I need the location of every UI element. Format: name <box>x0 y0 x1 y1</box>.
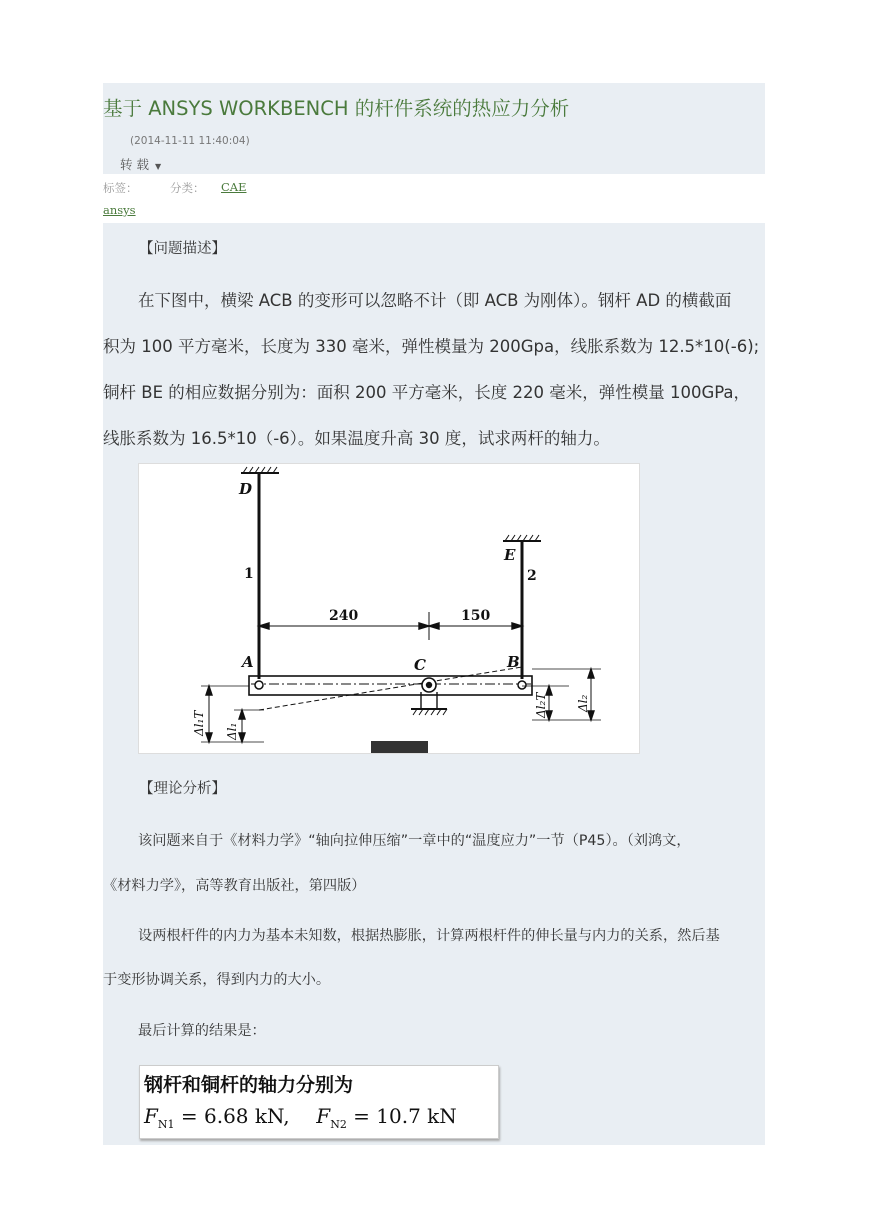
label-rod-1: 1 <box>244 566 254 582</box>
label-delta-l2t: Δl₂T <box>534 692 548 718</box>
theory-line: 于变形协调关系，得到内力的大小。 <box>103 972 331 988</box>
category-link[interactable]: CAE <box>221 180 247 194</box>
article-header <box>103 83 765 174</box>
result-line-1: 钢杆和铜杆的轴力分别为 <box>144 1074 354 1096</box>
result-formula-image <box>139 1065 499 1139</box>
fn1-symbol: F <box>144 1104 158 1128</box>
article-body <box>103 223 765 1145</box>
fn1-subscript: N1 <box>157 1118 175 1131</box>
tag-link[interactable]: ansys <box>103 203 136 217</box>
label-rod-2: 2 <box>527 568 537 584</box>
label-delta-l1t: Δl₁T <box>192 710 206 736</box>
label-delta-l2: Δl₂ <box>576 694 590 712</box>
label-delta-l1: Δl₁ <box>225 722 239 740</box>
label-c: C <box>414 656 426 674</box>
problem-line: 铜杆 BE 的相应数据分别为：面积 200 平方毫米，长度 220 毫米，弹性模量 100GPa， <box>103 383 751 402</box>
problem-line: 线胀系数为 16.5*10（-6）。如果温度升高 30 度，试求两杆的轴力。 <box>103 429 610 448</box>
result-line-2 <box>144 1104 457 1131</box>
theory-line: 《材料力学》，高等教育出版社，第四版） <box>103 878 366 894</box>
label-a: A <box>242 653 254 671</box>
beam-diagram <box>139 464 639 753</box>
chevron-down-icon: ▼ <box>155 162 162 171</box>
dimension-150: 150 <box>461 608 491 624</box>
structure-figure <box>138 463 640 754</box>
figure-bottom-mark <box>371 741 428 753</box>
fn2-subscript: N2 <box>330 1118 347 1131</box>
theory-heading: 【理论分析】 <box>139 781 226 797</box>
repost-label: 转载 <box>120 157 154 172</box>
label-b: B <box>507 653 520 671</box>
article-title: 基于 ANSYS WORKBENCH 的杆件系统的热应力分析 <box>103 97 570 120</box>
theory-line: 设两根杆件的内力为基本未知数，根据热膨胀，计算两根杆件的伸长量与内力的关系，然后基 <box>138 928 720 944</box>
label-d: D <box>239 480 253 498</box>
problem-line: 在下图中，横梁 ACB 的变形可以忽略不计（即 ACB 为刚体）。钢杆 AD 的横截面 <box>138 291 732 310</box>
repost-dropdown[interactable] <box>120 155 161 173</box>
post-datetime: (2014-11-11 11:40:04) <box>130 135 250 147</box>
theory-line: 该问题来自于《材料力学》“轴向拉伸压缩”一章中的“温度应力”一节（P45）。（刘鸿文， <box>138 833 691 849</box>
tags-label: 标签： <box>103 181 138 195</box>
problem-heading: 【问题描述】 <box>139 241 226 257</box>
dimension-240: 240 <box>329 608 359 624</box>
fn2-value: = 10.7 kN <box>353 1104 457 1128</box>
result-intro: 最后计算的结果是： <box>138 1023 266 1039</box>
label-e: E <box>504 546 516 564</box>
problem-line: 积为 100 平方毫米，长度为 330 毫米，弹性模量为 200Gpa，线胀系数为 12.5*10(-6); <box>103 337 760 356</box>
category-label: 分类： <box>170 181 205 195</box>
fn1-value: = 6.68 kN, <box>180 1104 290 1128</box>
fn2-symbol: F <box>316 1104 331 1128</box>
